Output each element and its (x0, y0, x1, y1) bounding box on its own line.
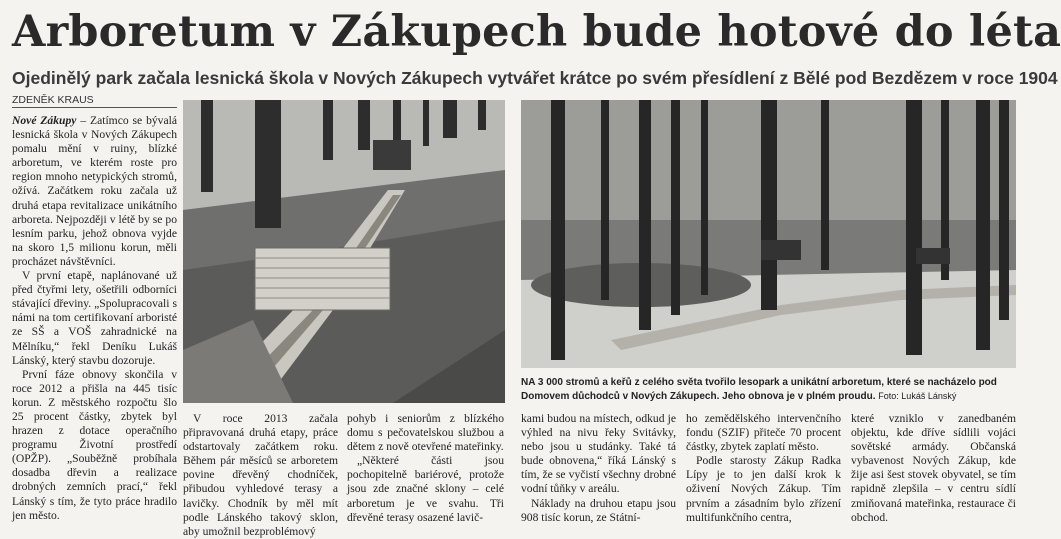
photo-credit: Foto: Lukáš Lánský (878, 390, 957, 401)
paragraph: V roce 2013 začala připravovaná druhá etapy, práce odstartovaly začátkem roku. Během pár měsíců se arboretem povine dřevěný chodníček, přibudou vyhledové terasy a lavičky. Chodník by měl mít podle Lánského takový sklon, aby umožnil bezproblémový (183, 412, 338, 538)
article-column-3 (347, 412, 504, 528)
paragraph: pohyb i seniorům z blízkého domu s pečovatelskou službou a dětem z nově otevřené mateřinky. (347, 412, 504, 454)
article-column-2 (183, 412, 338, 538)
article-column-4 (521, 412, 676, 528)
article-column-6 (851, 412, 1016, 528)
article-column-5 (686, 412, 841, 528)
byline-rule (12, 107, 177, 108)
paragraph: kami budou na místech, odkud je výhled na nivu řeky Svitávky, nebo jsou u studánky. Také tá bude obnovena,“ říká Lánský s tím, že se vyčistí všechny drobné vodní tůňky v areálu. (521, 412, 676, 496)
paragraph: Náklady na druhou etapu jsou 908 tisíc korun, ze Státní- (521, 496, 676, 524)
headline: Arboretum v Zákupech bude hotové do léta (12, 7, 1061, 57)
arboretum-pond-image (521, 100, 1016, 368)
lead-paragraph (12, 114, 177, 269)
paragraph: Podle starosty Zákup Radka Lípy je to jen další krok k oživení Nových Zákup. Tím prvním a zásadním bylo zřízení multifunkčního centra, (686, 454, 841, 524)
lead-text: – Zatímco se bývalá lesnická škola v Nových Zákupech pomalu mění v ruiny, blízké arboretum, ve kterém roste pro region mnoho netypických stromů, ožívá. Začátkem roku začala už druhá etapa revitalizace unikátního arboreta. Nejpozději v létě by se po lesním parku, jehož obnova vyjde na skoro 1,5 milionu korun, měli procházet návštěvníci. (12, 114, 177, 268)
article-column-1 (12, 114, 177, 528)
byline: ZDENĚK KRAUS (12, 94, 94, 106)
paragraph: ho zemědělského intervenčního fondu (SZIF) přiteče 70 procent částky, zbytek zaplatí město. (686, 412, 841, 454)
photo-caption (521, 377, 1016, 409)
arboretum-photo (521, 100, 1016, 368)
wooden-path-construction-image (183, 100, 505, 403)
subheadline: Ojedinělý park začala lesnická škola v Nových Zákupech vytvářet krátce po svém přesídlení z Bělé pod Bezdězem v roce 1904 (12, 68, 1058, 88)
paragraph: které vzniklo v zanedbaném objektu, kde dříve sídlili vojáci sovětské armády. Občanská vybavenost Nových Zákup, kde žije asi šest stovek obyvatel, se tím rapidně zlepšila – v centru sídlí zmiňovaná mateřinka, restaurace či obchod. (851, 412, 1016, 524)
paragraph: „Některé části jsou pochopitelně bariérové, protože jsou zde značné sklony – celé arboretum je ve svahu. Tři dřevěné terasy osazené lavič- (347, 454, 504, 524)
paragraph: V první etapě, naplánované už před čtyřmi lety, ošetřili odborníci stávající dřeviny. „Spolupracovali s námi na tom certifikovaní arboristé ze SŠ a VOŠ zahradnické na Mělníku,“ řekl Deníku Lukáš Lánský, který stavbu dozoruje. (12, 269, 177, 367)
construction-photo (183, 100, 505, 403)
dateline-place: Nové Zákupy (12, 114, 77, 127)
caption-text: NA 3 000 stromů a keřů z celého světa tvořilo lesopark a unikátní arboretum, které se nacházelo pod Domovem důchodců v Nových Zákupech. Jeho obnova je v plném proudu. (521, 377, 997, 402)
paragraph: První fáze obnovy skončila v roce 2012 a přišla na 445 tisíc korun. Z městského rozpočtu šlo 25 procent částky, zbytek byl hrazen z dotace operačního programu Životní prostředí (OPŽP). „Souběžně probíhala dosadba dřevin a realizace drobných zemních prací,“ řekl Lánský s tím, že tyto práce hradilo jen město. (12, 367, 177, 522)
